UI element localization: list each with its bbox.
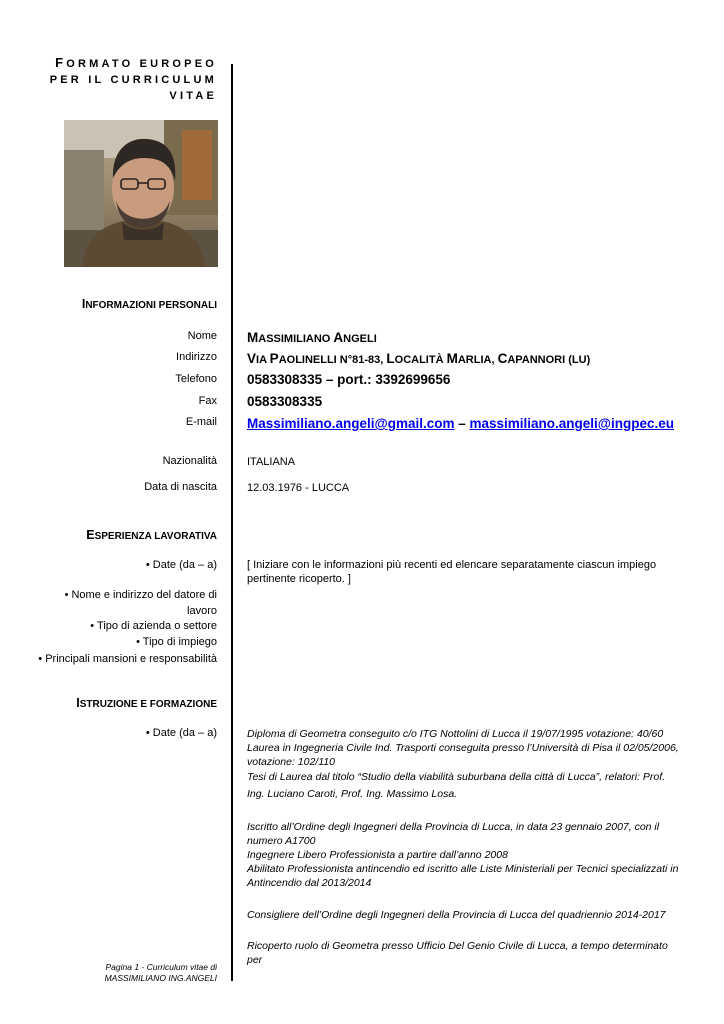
employer-label: • Nome e indirizzo del datore di lavoro: [64, 589, 217, 617]
page-footer: Pagina 1 - Curriculum vitae di MASSIMILIANO ING.ANGELI: [104, 962, 217, 983]
experience-date-value: [ Iniziare con le informazioni più recenti ed elencare separatamente ciascun impiego pertinente ricoperto. ]: [247, 559, 657, 585]
address-label: Indirizzo: [176, 351, 217, 363]
education-line: Abilitato Professionista antincendio ed iscritto alle Liste Ministeriali per Tecnici specializzati in Antincendio dal 2013/2014: [247, 863, 679, 889]
section-title-education: ISTRUZIONE E FORMAZIONE: [76, 696, 217, 710]
sector-label: • Tipo di azienda o settore: [90, 620, 217, 632]
birth-value: 12.03.1976 - LUCCA: [247, 482, 350, 494]
job-type-label: • Tipo di impiego: [136, 636, 217, 648]
education-paragraph-4: Ricoperto ruolo di Geometra presso Ufficio Del Genio Civile di Lucca, a tempo determinato per: [247, 940, 668, 966]
education-line: Tesi di Laurea dal titolo “Studio della viabilità suburbana della città di Lucca”, relatori: Prof. Ing. Luciano Caroti, Prof. Ing. Massimo Losa.: [247, 771, 666, 800]
document-title: FORMATO EUROPEO PER IL CURRICULUM VITAE: [49, 55, 217, 102]
birth-label: Data di nascita: [144, 481, 217, 493]
experience-date-label: • Date (da – a): [145, 559, 217, 571]
education-line: Diploma di Geometra conseguito c/o ITG Nottolini di Lucca il 19/07/1995 votazione: 40/60: [247, 728, 664, 740]
email-value: Massimiliano.angeli@gmail.com – massimiliano.angeli@ingpec.eu: [247, 416, 674, 431]
email-label: E-mail: [185, 416, 217, 428]
profile-photo: [64, 120, 218, 267]
nationality-value: ITALIANA: [247, 456, 296, 468]
column-divider: [231, 64, 233, 981]
education-paragraph-3: Consigliere dell’Ordine degli Ingegneri della Provincia di Lucca del quadriennio 2014-2017: [247, 909, 666, 921]
fax-label: Fax: [198, 395, 217, 407]
education-line: Laurea in Ingegneria Civile Ind. Trasporti conseguita presso l’Università di Pisa il 02/05/2006, votazione: 102/110: [247, 742, 679, 768]
education-date-label: • Date (da – a): [145, 727, 217, 739]
section-title-experience: ESPERIENZA LAVORATIVA: [86, 528, 217, 542]
education-line: Ingegnere Libero Professionista a partire dall’anno 2008: [247, 849, 508, 861]
nationality-label: Nazionalità: [162, 455, 217, 467]
section-title-personal: INFORMAZIONI PERSONALI: [81, 297, 217, 311]
education-line: Iscritto all’Ordine degli Ingegneri della Provincia di Lucca, in data 23 gennaio 2007, con il numero A1700: [247, 821, 660, 847]
address-value: VIA PAOLINELLI N°81-83, LOCALITÀ MARLIA, CAPANNORI (LU): [247, 351, 591, 366]
name-label: Nome: [187, 330, 217, 342]
email-link-personal[interactable]: Massimiliano.angeli@gmail.com: [247, 416, 455, 431]
education-paragraph-2: [247, 820, 682, 890]
education-paragraph-1: [247, 727, 682, 803]
email-link-pec[interactable]: massimiliano.angeli@ingpec.eu: [469, 416, 674, 431]
phone-label: Telefono: [175, 373, 217, 385]
name-value: MASSIMILIANO ANGELI: [247, 330, 377, 345]
fax-value: 0583308335: [247, 394, 323, 409]
phone-value: 0583308335 – port.: 3392699656: [247, 372, 451, 387]
duties-label: • Principali mansioni e responsabilità: [38, 653, 217, 665]
